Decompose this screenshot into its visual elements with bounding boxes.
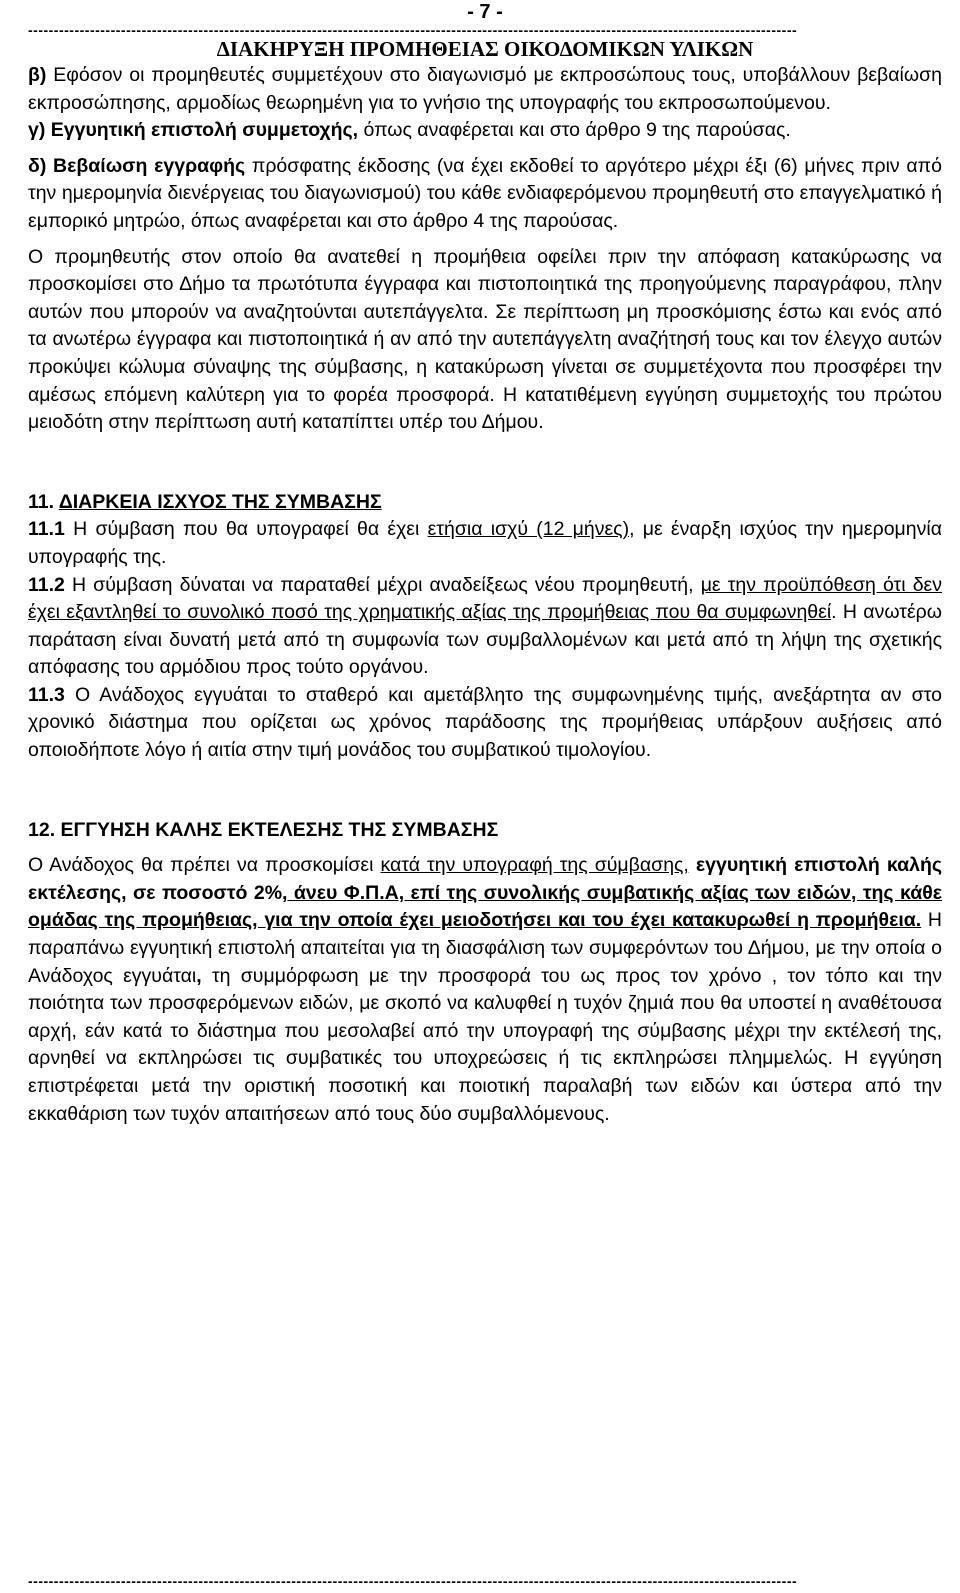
section-12-paragraph <box>28 852 942 1128</box>
section-11-title: ΔΙΑΡΚΕΙΑ ΙΣΧΥΟΣ ΤΗΣ ΣΥΜΒΑΣΗΣ <box>58 490 382 513</box>
section-12-comma: , <box>196 964 202 987</box>
document-page <box>28 0 942 1593</box>
section-11-1-text-end: , με έναρξη ισχύος την ημερομηνία υπογραφής της. <box>28 518 942 568</box>
item-b-text: Εφόσον οι προμηθευτές συμμετέχουν στο διαγωνισμό με εκπροσώπους τους, υποβάλλουν βεβαίωση εκπροσώπησης, αρμοδίως θεωρημένη για το γνήσιο της υπογραφής του εκπροσωπούμενου. <box>28 64 942 114</box>
section-11-1-number: 11.1 <box>28 518 65 541</box>
section-12-text-rest-2: τη συμμόρφωση με την προσφορά του ως προς τον χρόνο , τον τόπο και την ποιότητα των προσφερόμενων ειδών, με σκοπό να καλυφθεί η τυχόν ζημιά που θα υποστεί η αναθέτουσα αρχή, εάν κατά το διάστημα που μεσολαβεί από την υπογραφή της σύμβασης μέχρι την εκτέλεσή της, αρνηθεί να εκπληρώσει τις συμβατικές του υποχρεώσεις ή τις εκπληρώσει πλημμελώς. Η εγγύηση επιστρέφεται μετά την οριστική ποσοτική και ποιοτική παραλαβή των ειδών και ύστερα από την εκκαθάριση των τυχόν απαιτήσεων από τους δύο συμβαλλόμενους. <box>28 964 942 1125</box>
header-separator: ----------------------------------------------------------------------------------------------------------------------------------------------------- <box>28 24 798 36</box>
item-c-label: γ) Εγγυητική επιστολή συμμετοχής, <box>28 119 359 142</box>
document-body <box>28 62 942 1128</box>
section-11-3-number: 11.3 <box>28 683 65 706</box>
section-11-2-paragraph <box>28 572 942 682</box>
section-11-heading <box>28 489 942 517</box>
item-b-label: β) <box>28 64 47 86</box>
section-11-2-number: 11.2 <box>28 573 65 596</box>
footer-separator: ----------------------------------------------------------------------------------------------------------------------------------------------------- <box>28 1575 798 1587</box>
section-12-signing-clause: κατά την υπογραφή της σύμβασης, <box>380 854 689 877</box>
spacer <box>28 145 942 153</box>
section-11-2-text-end: . Η ανωτέρω παράταση είναι δυνατή μετά από τη συμφωνία των συμβαλλομένων και μετά από τη λήψη της σχετικής απόφασης του αρμόδιου προς τούτο οργάνου. <box>28 601 942 679</box>
section-11-1-duration: ετήσια ισχύ (12 μήνες) <box>427 518 630 541</box>
section-11-3-paragraph <box>28 682 942 765</box>
section-11-1-paragraph <box>28 516 942 571</box>
section-12-text: Ο Ανάδοχος θα πρέπει να προσκομίσει <box>28 854 381 877</box>
item-c-paragraph <box>28 117 942 145</box>
item-d-paragraph <box>28 153 942 236</box>
section-12-guarantee-clause: εγγυητική επιστολή καλής εκτέλεσης, σε ποσοστό 2%, <box>28 854 943 904</box>
section-11-3-text: Ο Ανάδοχος εγγυάται το σταθερό και αμετάβλητο της συμφωνημένης τιμής, ανεξάρτητα αν στο χρονικό διάστημα που ορίζεται ως χρόνος παράδοσης της προμήθειας υπάρξουν αυξήσεις από οποιοδήποτε λόγο ή αιτία στην τιμή μονάδος του συμβατικού τιμολογίου. <box>28 683 942 762</box>
spacer <box>28 765 942 817</box>
section-12-value-clause: άνευ Φ.Π.Α, επί της συνολικής συμβατικής αξίας των ειδών, της κάθε ομάδας της προμήθειας, για την οποία έχει μειοδοτήσει και του έχει κατακυρωθεί η προμήθεια. <box>28 881 942 932</box>
section-12-text-rest: Η παραπάνω εγγυητική επιστολή απαιτείται για τη διασφάλιση των συμφερόντων του Δήμου, με την οποία ο Ανάδοχος εγγυάται <box>28 909 943 987</box>
section-11-2-text: Η σύμβαση δύναται να παραταθεί μέχρι αναδείξεως νέου προμηθευτή, <box>64 573 701 596</box>
item-d-label: δ) Βεβαίωση εγγραφής <box>28 154 246 177</box>
spacer <box>28 844 942 852</box>
section-11-2-condition: με την προϋπόθεση ότι δεν έχει εξαντληθεί το συνολικό ποσό της χρηματικής αξίας της προμήθειας που θα συμφωνηθεί <box>28 573 942 624</box>
section-11-1-text: Η σύμβαση που θα υπογραφεί θα έχει <box>64 518 428 541</box>
section-12-heading: 12. ΕΓΓΥΗΣΗ ΚΑΛΗΣ ΕΚΤΕΛΕΣΗΣ ΤΗΣ ΣΥΜΒΑΣΗΣ <box>28 818 499 841</box>
spacer <box>28 437 942 489</box>
spacer <box>28 236 942 244</box>
item-c-text: όπως αναφέρεται και στο άρθρο 9 της παρούσας. <box>358 119 791 142</box>
item-d-text: πρόσφατης έκδοσης (να έχει εκδοθεί το αργότερο μέχρι έξι (6) μήνες πριν από την ημερομηνία διενέργειας του διαγωνισμού) του κάθε ενδιαφερόμενου προμηθευτή στο επαγγελματικό ή εμπορικό μητρώο, όπως αναφέρεται και στο άρθρο 4 της παρούσας. <box>28 154 942 232</box>
item-b-paragraph <box>28 62 942 117</box>
document-title: ΔΙΑΚΗΡΥΞΗ ΠΡΟΜΗΘΕΙΑΣ ΟΙΚΟΔΟΜΙΚΩΝ ΥΛΙΚΩΝ <box>216 37 754 61</box>
adjudication-paragraph: Ο προμηθευτής στον οποίο θα ανατεθεί η προμήθεια οφείλει πριν την απόφαση κατακύρωσης να προσκομίσει στο Δήμο τα πρωτότυπα έγγραφα και πιστοποιητικά της προηγούμενης παραγράφου, πλην αυτών που μπορούν να αναζητούνται αυτεπάγγελτα. Σε περίπτωση μη προσκόμισης έστω και ενός από τα ανωτέρω έγγραφα και πιστοποιητικά ή αν από την αυτεπάγγελτη αναζήτησή τους και τον έλεγχο αυτών προκύψει κώλυμα σύναψης της σύμβασης, η κατακύρωση γίνεται σε συμμετέχοντα που προσφέρει την αμέσως επόμενη καλύτερη για το φορέα προσφορά. Η κατατιθέμενη εγγύηση συμμετοχής του πρώτου μειοδότη στην περίπτωση αυτή καταπίπτει υπέρ του Δήμου. <box>28 245 942 434</box>
page-number: - 7 - <box>467 1 503 23</box>
section-11-number: 11. <box>28 490 59 513</box>
